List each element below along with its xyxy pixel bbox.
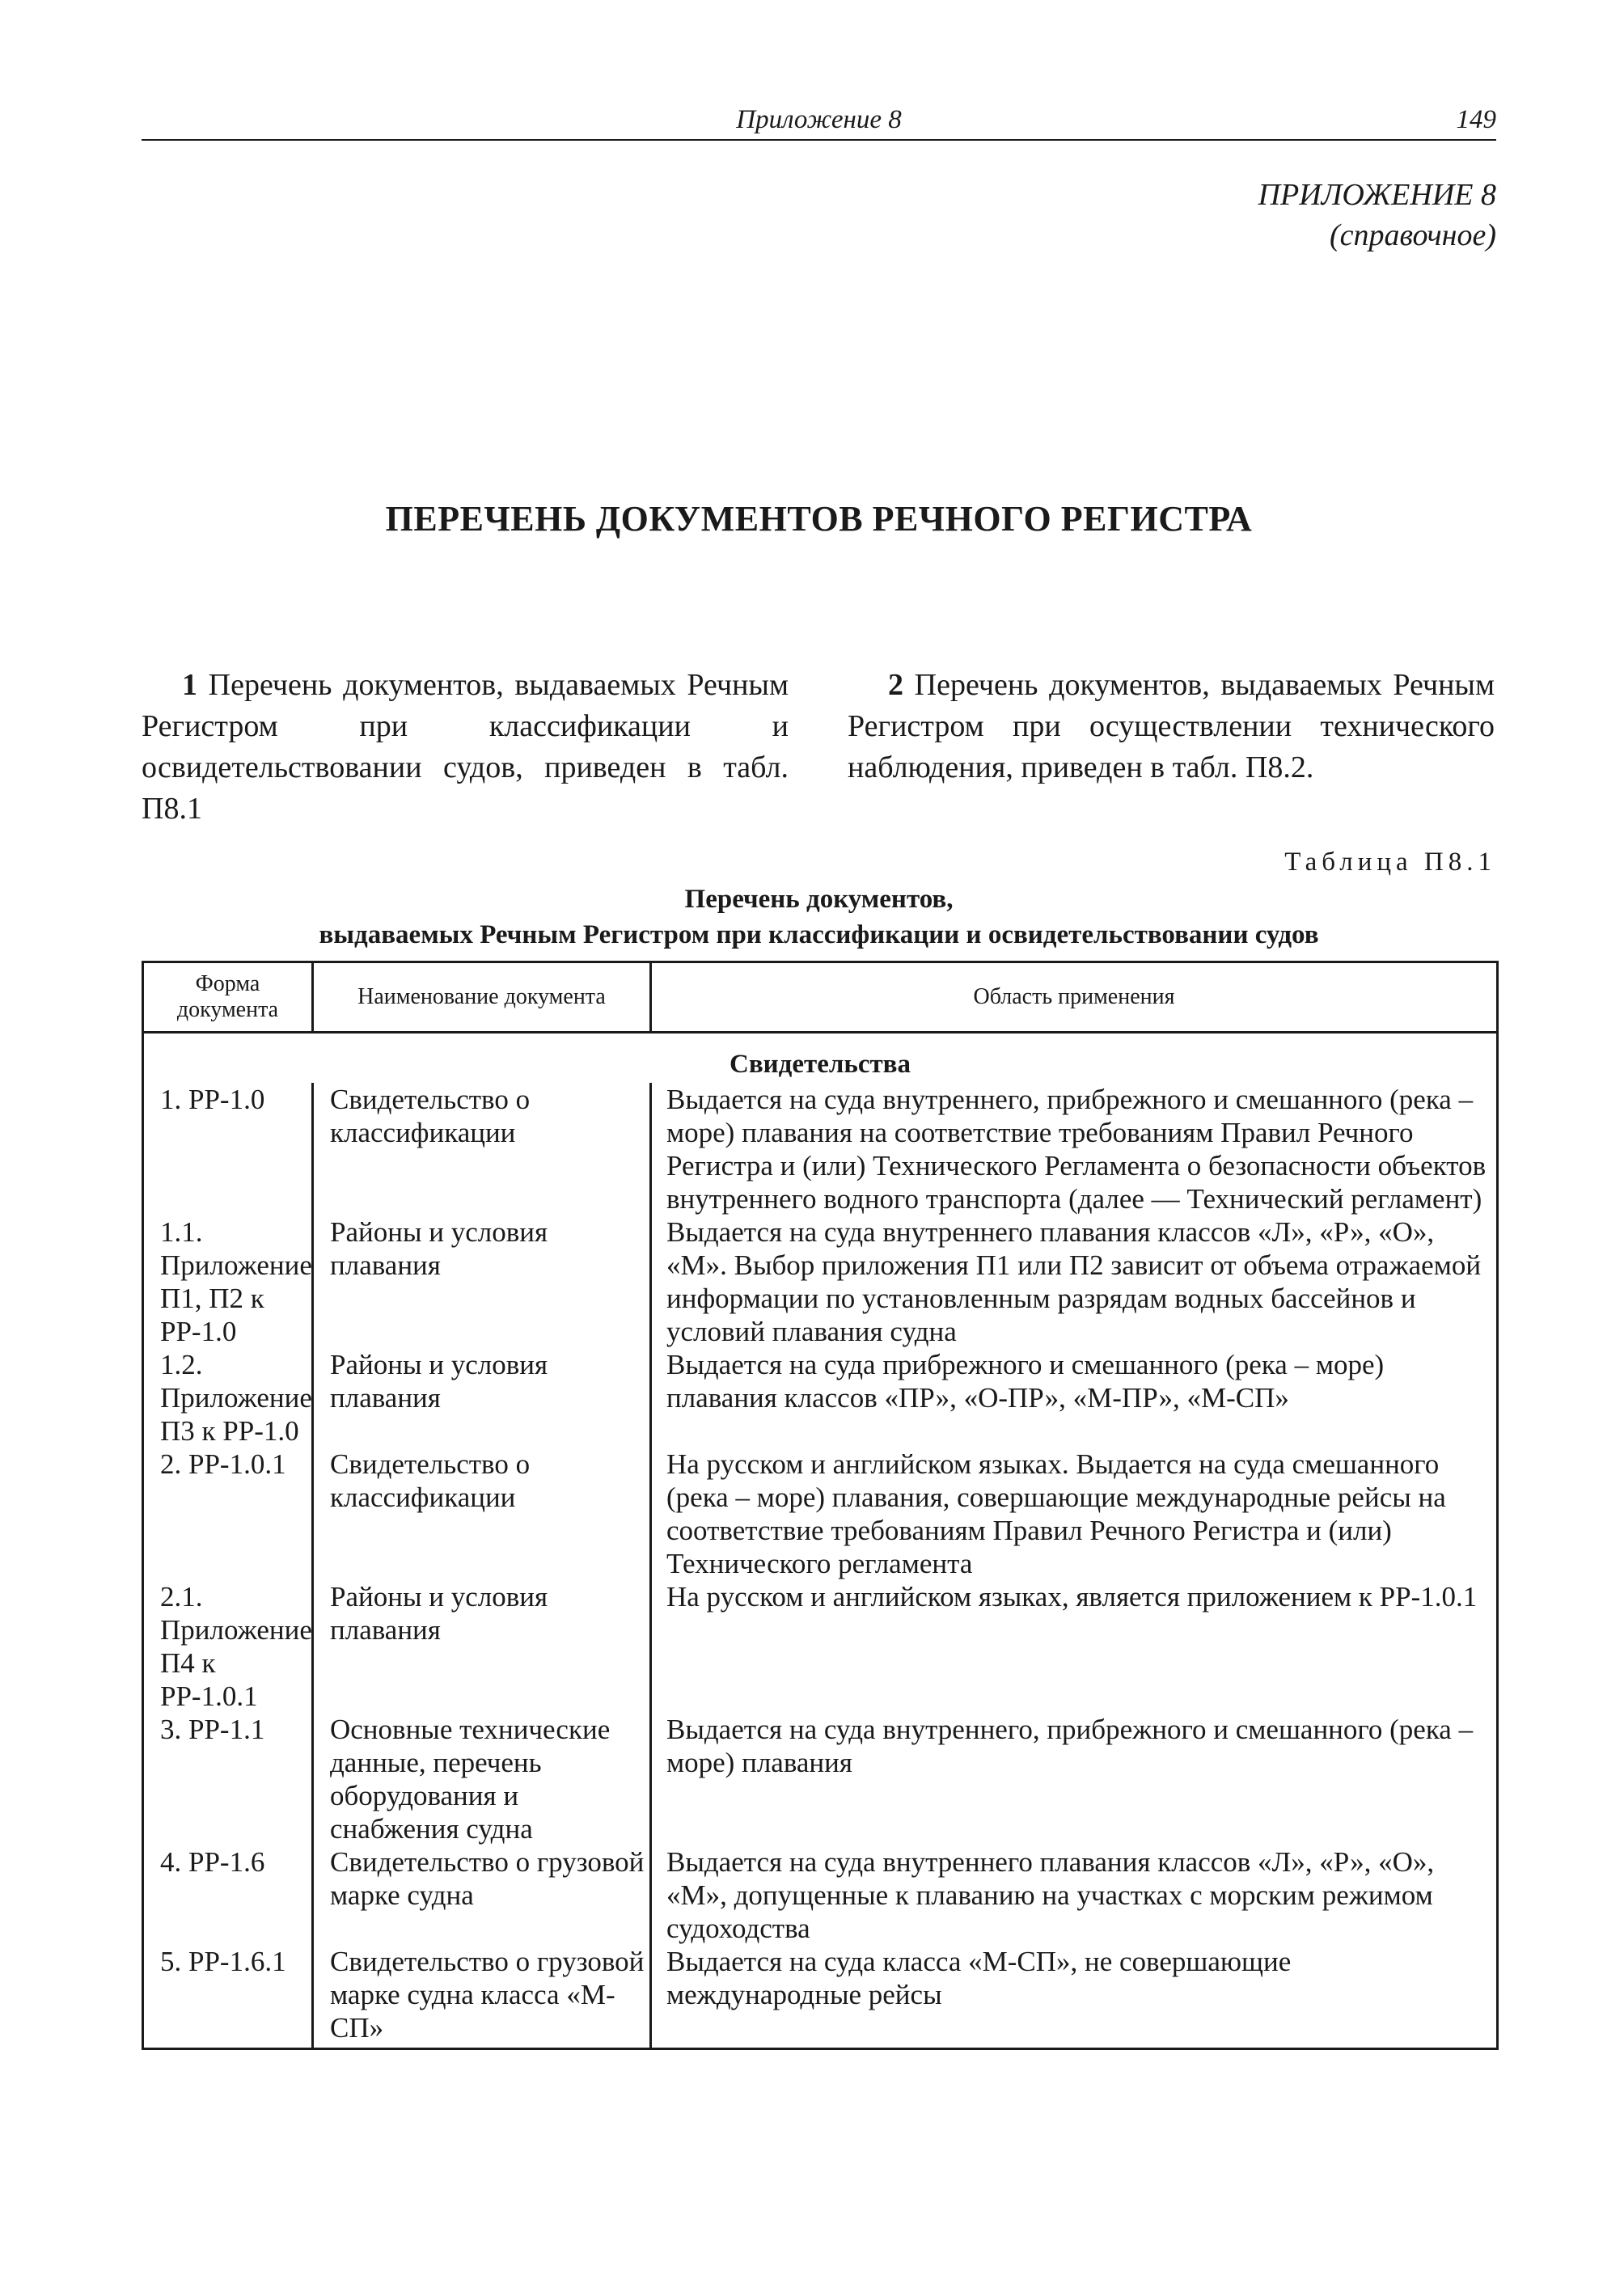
table-row	[143, 1215, 1498, 1348]
appendix-heading	[1258, 175, 1496, 256]
cell-form: 5. РР-1.6.1	[143, 1945, 313, 2049]
cell-name: Свидетельство о классификации	[313, 1448, 651, 1580]
paragraph-text: Перечень документов, выдаваемых Речным Регистром при классификации и освидетельствовании судов, приведен в табл. П8.1	[142, 668, 789, 826]
paragraph-number: 2	[888, 668, 903, 702]
table-row	[143, 1945, 1498, 2049]
table-row	[143, 1713, 1498, 1845]
cell-form: 3. РР-1.1	[143, 1713, 313, 1845]
cell-name: Свидетельство о грузовой марке судна класса «М-СП»	[313, 1945, 651, 2049]
cell-name: Свидетельство о грузовой марке судна	[313, 1845, 651, 1945]
table-row	[143, 1845, 1498, 1945]
section-title: Свидетельства	[729, 1050, 911, 1079]
cell-scope: На русском и английском языках, является приложением к РР-1.0.1	[666, 1581, 1478, 1613]
running-title: Приложение 8	[736, 105, 902, 134]
table-row	[143, 1448, 1498, 1580]
table-row	[143, 1083, 1498, 1215]
paragraph-number: 1	[182, 668, 197, 702]
column-header-form: Форма документа	[143, 962, 313, 1033]
cell-form: 1.1. Приложение П1, П2 к РР-1.0	[143, 1215, 313, 1348]
cell-form: 2. РР-1.0.1	[143, 1448, 313, 1580]
paragraph-text: Перечень документов, выдаваемых Речным Регистром при осуществлении технического наблюдения, приведен в табл. П8.2.	[848, 668, 1495, 784]
cell-name: Районы и условия плавания	[313, 1580, 651, 1713]
section-row	[143, 1033, 1498, 1084]
cell-scope: Выдается на суда внутреннего плавания классов «Л», «Р», «О», «М», допущенные к плаванию на участках с морским режимом судоходства	[666, 1846, 1435, 1944]
cell-scope: Выдается на суда класса «М-СП», не совершающие международные рейсы	[666, 1946, 1292, 2010]
table-row	[143, 1580, 1498, 1713]
cell-form: 4. РР-1.6	[143, 1845, 313, 1945]
cell-scope: На русском и английском языках. Выдается на суда смешанного (река – море) плавания, совершающие международные рейсы на соответствие требованиям Правил Речного Регистра и (или) Технического регламента	[666, 1448, 1446, 1579]
appendix-label: ПРИЛОЖЕНИЕ 8	[1258, 178, 1496, 212]
page-number: 149	[1456, 105, 1496, 134]
table-label: Таблица П8.1	[1284, 848, 1496, 877]
cell-scope: Выдается на суда прибрежного и смешанного (река – море) плавания классов «ПР», «О-ПР», «М-ПР», «М-СП»	[666, 1349, 1385, 1414]
table-title-line-2: выдаваемых Речным Регистром при классификации и освидетельствовании судов	[319, 920, 1319, 949]
column-header-scope: Область применения	[651, 962, 1498, 1033]
documents-table	[142, 961, 1499, 2050]
table-title	[142, 881, 1496, 953]
paragraph-1	[142, 665, 789, 830]
cell-scope: Выдается на суда внутреннего, прибрежного и смешанного (река – море) плавания	[666, 1714, 1474, 1778]
cell-name: Основные технические данные, перечень оборудования и снабжения судна	[313, 1713, 651, 1845]
paragraph-2	[848, 665, 1495, 788]
table-title-line-1: Перечень документов,	[684, 885, 954, 914]
cell-form: 1.2. Приложение П3 к РР-1.0	[143, 1348, 313, 1448]
header-rule	[142, 139, 1496, 141]
table-row	[143, 1348, 1498, 1448]
table-header-row	[143, 962, 1498, 1033]
cell-scope: Выдается на суда внутреннего плавания классов «Л», «Р», «О», «М». Выбор приложения П1 или П2 зависит от объема отражаемой информации по установленным разрядам водных бассейнов и условий плавания судна	[666, 1216, 1482, 1347]
cell-scope: Выдается на суда внутреннего, прибрежного и смешанного (река – море) плавания на соответствие требованиям Правил Речного Регистра и (или) Технического Регламента о безопасности объектов внутреннего водного транспорта (далее — Технический регламент)	[666, 1084, 1487, 1215]
cell-form: 2.1. Приложение П4 к РР-1.0.1	[143, 1580, 313, 1713]
cell-name: Районы и условия плавания	[313, 1215, 651, 1348]
appendix-note: (справочное)	[1329, 218, 1496, 252]
cell-name: Районы и условия плавания	[313, 1348, 651, 1448]
cell-form: 1. РР-1.0	[143, 1083, 313, 1215]
column-header-name: Наименование документа	[313, 962, 651, 1033]
document-title: ПЕРЕЧЕНЬ ДОКУМЕНТОВ РЕЧНОГО РЕГИСТРА	[385, 499, 1253, 539]
cell-name: Свидетельство о классификации	[313, 1083, 651, 1215]
